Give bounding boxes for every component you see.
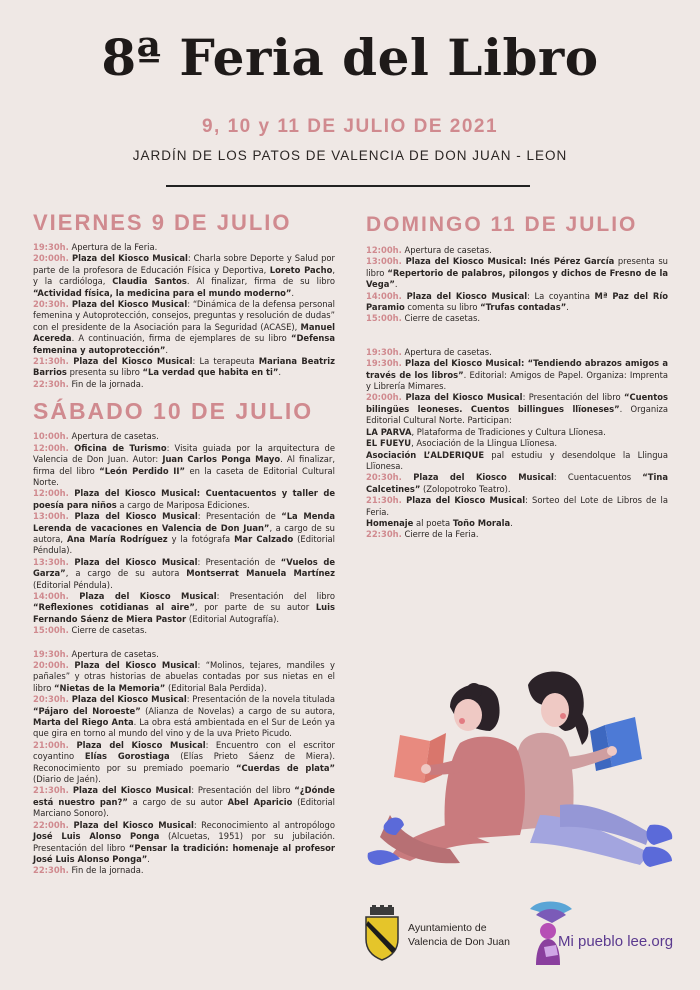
entry-highlight: Luis Fernando Sáenz de Miera Pastor	[33, 602, 335, 624]
entry-text: . Al finalizar, firma de su libro	[186, 276, 335, 287]
schedule-entry	[33, 625, 335, 636]
entry-time: 15:00h.	[33, 625, 69, 636]
entry-highlight: Asociación L’ALDERIQUE	[366, 449, 485, 460]
entry-time: 20:00h.	[366, 392, 402, 403]
entry-text: Cierre de la Feria.	[401, 529, 479, 540]
schedule-viernes	[33, 242, 335, 390]
entry-time: 19:30h.	[366, 358, 402, 369]
entry-text: .	[291, 287, 295, 298]
entry-highlight: “La Menda Lerenda de vacaciones en Valencia de Don Juan”	[33, 511, 335, 533]
entry-text: : Presentación de	[197, 511, 282, 522]
entry-time: 20:30h.	[366, 472, 402, 483]
entry-text: y la fotógrafa	[167, 533, 235, 544]
mi-pueblo-lee-logo	[522, 895, 697, 970]
event-dates: 9, 10 y 11 DE JULIO DE 2021	[201, 116, 499, 137]
entry-text: .	[510, 517, 513, 528]
entry-text: Apertura de casetas.	[68, 431, 159, 442]
schedule-entry	[33, 299, 335, 356]
entry-highlight: José Luis Alonso Ponga	[33, 831, 160, 842]
entry-text: , a cargo de su autora	[65, 568, 187, 579]
poster-title: 8ª Feria del Libro	[101, 28, 599, 87]
schedule-spacer	[366, 325, 668, 347]
entry-highlight: Manuel Acereda	[33, 321, 335, 344]
coat-of-arms-icon	[362, 905, 402, 961]
schedule-entry	[366, 347, 668, 358]
entry-highlight: LA PARVA	[366, 426, 412, 437]
schedule-sabado	[33, 431, 335, 876]
entry-highlight: Ana María Rodríguez	[66, 533, 168, 544]
entry-text: al poeta	[413, 517, 453, 528]
schedule-entry	[33, 865, 335, 876]
entry-text: .	[566, 302, 569, 313]
entry-text: . La obra está ambientada en el Sur de León ya que gira en torno al mundo del vino y de la uva Prieto Picudo.	[33, 717, 335, 739]
entry-highlight: “Cuentos bilingües leoneses. Cuentos billingues llïoneses”	[366, 392, 668, 414]
entry-time: 12:00h.	[366, 245, 402, 255]
schedule-entry	[366, 358, 668, 392]
entry-text: . A continuación, firma de ejemplares de su libro	[71, 333, 291, 344]
entry-time: 20:30h.	[33, 299, 69, 310]
header-divider	[166, 185, 530, 187]
entry-time: 21:30h.	[366, 495, 402, 506]
entry-highlight: Montserrat Manuela Martínez	[186, 568, 335, 579]
entry-text: (Editorial Péndula).	[33, 579, 113, 590]
entry-highlight: Loreto Pacho	[269, 264, 333, 275]
entry-time: 13:30h.	[33, 556, 69, 567]
women-reading-illustration	[350, 665, 690, 890]
entry-text: Fin de la jornada.	[68, 378, 144, 389]
schedule-entry	[366, 256, 668, 290]
schedule-entry	[366, 472, 668, 495]
entry-text: : Presentación de	[197, 556, 281, 567]
entry-highlight: “Defensa femenina y autoprotección”	[33, 333, 335, 355]
entry-text: : Visita guiada por la arquitectura de Valencia de Don Juan. Autor:	[33, 442, 336, 465]
entry-time: 12:00h.	[33, 488, 69, 499]
entry-highlight: Marta del Riego Anta	[33, 717, 134, 728]
entry-highlight: “¿Dónde está nuestro pan?”	[33, 785, 335, 807]
entry-text: : Encuentro con el escritor coyantino	[33, 739, 335, 762]
schedule-entry	[366, 291, 668, 314]
entry-text: (Alcuetas, 1951) por su jubilación. Presentación del libro	[33, 831, 335, 853]
entry-highlight: “Pensar la tradición: homenaje al profesor José Luis Alonso Ponga”	[33, 842, 335, 864]
entry-text: Apertura de casetas.	[401, 346, 492, 357]
entry-text: . Organiza Editorial Cultural Norte. Participan:	[366, 403, 668, 426]
schedule-entry	[33, 557, 335, 591]
ayuntamiento-line2: Valencia de Don Juan	[408, 936, 510, 948]
schedule-entry	[33, 443, 335, 489]
entry-time: 22:30h.	[33, 865, 69, 876]
schedule-entry	[366, 529, 668, 540]
entry-highlight: Plaza del Kiosco Musical	[68, 590, 217, 601]
entry-text: a cargo de su autor	[127, 796, 228, 807]
entry-time: 14:00h.	[366, 290, 402, 301]
entry-time: 22:00h.	[33, 819, 69, 830]
entry-highlight: Plaza del Kiosco Musical	[401, 495, 526, 506]
entry-highlight: Abel Aparicio	[227, 796, 293, 807]
entry-text: , Asociación de la Llingua Llïonesa.	[411, 438, 558, 449]
entry-time: 13:00h.	[366, 256, 402, 267]
entry-text: (Elías Prieto Sáenz de Miera). Reconocimiento por su premiado poemario	[33, 751, 335, 773]
entry-text: : Presentación del libro	[216, 590, 335, 601]
entry-text: : Reconocimiento al antropólogo	[193, 819, 335, 830]
entry-time: 22:30h.	[366, 529, 402, 540]
entry-text: comenta su libro	[404, 302, 481, 313]
entry-highlight: “Reflexiones cotidianas al aire”	[33, 602, 195, 613]
entry-highlight: Plaza del Kiosco Musical: “Tendiendo abrazos amigos a través de los libros”	[366, 358, 668, 380]
entry-text: .	[147, 853, 150, 864]
entry-highlight: Juan Carlos Ponga Mayo	[162, 454, 281, 465]
entry-highlight: Plaza del Kiosco Musical	[68, 819, 194, 830]
entry-highlight: Plaza del Kiosco Musical: Inés Pérez García	[401, 256, 615, 267]
entry-text: Apertura de casetas.	[401, 245, 492, 255]
schedule-entry	[33, 785, 335, 819]
entry-text: : Presentación de la novela titulada	[186, 694, 335, 705]
entry-highlight: Plaza del Kiosco Musical	[68, 556, 198, 567]
entry-text: : Cuentacuentos	[553, 472, 643, 483]
entry-highlight: Plaza del Kiosco Musical	[68, 299, 188, 310]
left-column	[33, 210, 335, 877]
entry-text: Apertura de la Feria.	[68, 242, 158, 252]
ayuntamiento-logo	[362, 905, 512, 965]
schedule-entry	[33, 511, 335, 557]
entry-highlight: “León Perdido II”	[99, 465, 186, 476]
entry-time: 19:30h.	[366, 346, 402, 357]
schedule-entry	[366, 392, 668, 426]
entry-text: (Editorial Autografía).	[186, 613, 280, 624]
entry-text: (Diario de Jaén).	[33, 774, 101, 785]
entry-highlight: “Actividad física, la medicina para el mundo moderno”	[33, 287, 292, 298]
day-heading-viernes: VIERNES 9 DE JULIO	[33, 210, 292, 235]
entry-text: : La terapeuta	[192, 356, 259, 367]
entry-highlight: “La verdad que habita en ti”	[142, 367, 279, 378]
schedule-entry	[33, 591, 335, 625]
entry-highlight: Plaza del Kiosco Musical	[401, 290, 528, 301]
mi-pueblo-lee-text: Mi pueblo lee.org	[558, 933, 674, 950]
entry-text: a cargo de Mariposa Ediciones.	[116, 499, 250, 510]
entry-highlight: EL FUEYU	[366, 438, 412, 449]
schedule-entry	[33, 488, 335, 511]
entry-highlight: “Tina Calcetines”	[366, 472, 668, 494]
entry-text: presenta su libro	[366, 256, 668, 278]
entry-text: Cierre de casetas.	[68, 625, 147, 636]
entry-text: : Charla sobre Deporte y Salud por parte de la profesora de Educación Física y Deportiva,	[33, 253, 335, 275]
entry-text: Cierre de casetas.	[401, 313, 480, 324]
left-book-icon	[394, 735, 430, 783]
entry-text: : Presentación del libro	[191, 785, 295, 796]
entry-text: : “Dinámica de la defensa personal femenina y Autoprotección, consejos, preguntas y resolución de dudas” con el presidente de la Asociación para la Seguridad (ACASE),	[33, 299, 335, 332]
entry-highlight: Plaza del Kiosco Musical	[68, 253, 188, 264]
entry-time: 21:30h.	[33, 356, 69, 367]
schedule-entry	[33, 820, 335, 866]
entry-highlight: Elías Gorostiaga	[84, 751, 170, 762]
entry-text: (Alianza de Novelas) a cargo de su autora,	[140, 705, 335, 716]
schedule-entry	[366, 518, 668, 529]
entry-highlight: Mariana Beatriz Barrios	[33, 356, 335, 378]
schedule-entry	[366, 438, 668, 449]
entry-text: , por parte de su autor	[194, 602, 316, 613]
event-venue: JARDÍN DE LOS PATOS DE VALENCIA DE DON JUAN - LEON	[132, 148, 568, 163]
schedule-entry	[366, 313, 668, 324]
entry-highlight: Mar Calzado	[234, 533, 294, 544]
day-heading-sabado: SÁBADO 10 DE JULIO	[33, 398, 314, 425]
entry-time: 19:30h.	[33, 648, 69, 659]
entry-text: : “Molinos, tejares, mandiles y pañales” y otras historias de abuelas contadas por sus nietas en el libro	[33, 660, 335, 693]
schedule-entry	[33, 649, 335, 660]
entry-highlight: Plaza del Kiosco Musical	[68, 785, 192, 796]
schedule-entry	[33, 379, 335, 390]
entry-highlight: Plaza del Kiosco Musical	[401, 472, 554, 483]
entry-text: . Al finalizar, firma del libro	[33, 454, 335, 476]
entry-text: Apertura de casetas.	[68, 648, 159, 659]
entry-text: presenta su libro	[66, 367, 143, 378]
entry-time: 20:00h.	[33, 660, 69, 670]
ayuntamiento-line1: Ayuntamiento de	[408, 922, 487, 934]
entry-highlight: “Repertorio de palabros, pilongos y dichos de Fresno de la Vega”	[366, 267, 669, 290]
entry-text: , a cargo de su autora,	[33, 522, 335, 544]
entry-highlight: Toño Morala	[452, 517, 511, 528]
entry-text: , y la cardióloga,	[33, 264, 335, 287]
entry-highlight: Mª Paz del Río Paramio	[366, 290, 668, 313]
entry-highlight: Plaza del Kiosco Musical	[401, 392, 523, 403]
entry-text: .	[278, 367, 281, 378]
schedule-entry	[33, 356, 335, 379]
entry-time: 13:00h.	[33, 511, 69, 522]
entry-text: (Editorial Bala Perdida).	[165, 682, 267, 693]
entry-text: pal estudiu y desendolque la Llingua Llïonesa.	[366, 449, 668, 471]
entry-highlight: Plaza del Kiosco Musical	[68, 694, 187, 705]
schedule-entry	[366, 245, 668, 256]
entry-text: .	[394, 279, 398, 290]
schedule-entry	[33, 431, 335, 442]
schedule-domingo	[366, 245, 668, 541]
entry-time: 12:00h.	[33, 442, 69, 453]
schedule-entry	[33, 694, 335, 740]
entry-highlight: Plaza del Kiosco Musical	[68, 660, 198, 670]
entry-highlight: Oficina de Turismo	[68, 442, 167, 453]
schedule-spacer	[33, 637, 335, 649]
entry-time: 19:30h.	[33, 242, 69, 252]
schedule-entry	[366, 427, 668, 438]
entry-highlight: Plaza del Kiosco Musical	[68, 511, 198, 522]
entry-highlight: Claudia Santos	[112, 276, 187, 287]
schedule-entry	[366, 450, 668, 473]
entry-text: (Editorial Marciano Sonoro).	[33, 796, 335, 819]
entry-time: 10:00h.	[33, 431, 69, 442]
entry-highlight: Plaza del Kiosco Musical: Cuentacuentos y taller de poesía para niños	[33, 488, 335, 510]
entry-time: 21:00h.	[33, 739, 69, 750]
entry-text: , Plataforma de Tradiciones y Cultura Llïonesa.	[411, 426, 606, 437]
right-column	[366, 213, 668, 541]
entry-highlight: Homenaje	[366, 517, 414, 528]
entry-highlight: “Pájaro del Noroeste”	[33, 705, 141, 716]
entry-time: 20:30h.	[33, 694, 69, 705]
entry-highlight: “Cuerdas de plata”	[235, 762, 336, 773]
entry-text: en la caseta de Editorial Cultural Norte.	[33, 465, 336, 487]
schedule-entry	[33, 253, 335, 299]
day-heading-domingo: DOMINGO 11 DE JULIO	[366, 213, 638, 236]
schedule-entry	[33, 242, 335, 253]
entry-highlight: Plaza del Kiosco Musical	[68, 739, 206, 750]
schedule-entry	[366, 495, 668, 518]
schedule-entry	[33, 740, 335, 786]
entry-highlight: “Nietas de la Memoria”	[54, 682, 166, 693]
entry-text: : Sorteo del Lote de Libros de la Feria.	[366, 495, 668, 517]
entry-time: 20:00h.	[33, 253, 69, 264]
entry-text: : La coyantina	[527, 290, 595, 301]
entry-time: 15:00h.	[366, 313, 402, 324]
entry-time: 21:30h.	[33, 785, 69, 796]
entry-highlight: Plaza del Kiosco Musical	[68, 356, 193, 367]
entry-text: Fin de la jornada.	[68, 865, 144, 876]
entry-highlight: “Trufas contadas”	[480, 302, 567, 313]
schedule-entry	[33, 660, 335, 694]
entry-text: (Zolopotroko Teatro).	[420, 483, 511, 494]
entry-text: .	[165, 344, 169, 355]
entry-text: (Editorial Péndula).	[33, 533, 335, 556]
entry-text: : Presentación del libro	[522, 392, 624, 403]
entry-time: 14:00h.	[33, 590, 69, 601]
entry-text: . Editorial: Amigos de Papel. Organiza: Imprenta y Librería Mimares.	[366, 369, 668, 392]
entry-time: 22:30h.	[33, 378, 69, 389]
entry-highlight: “Vuelos de Garza”	[33, 556, 335, 579]
